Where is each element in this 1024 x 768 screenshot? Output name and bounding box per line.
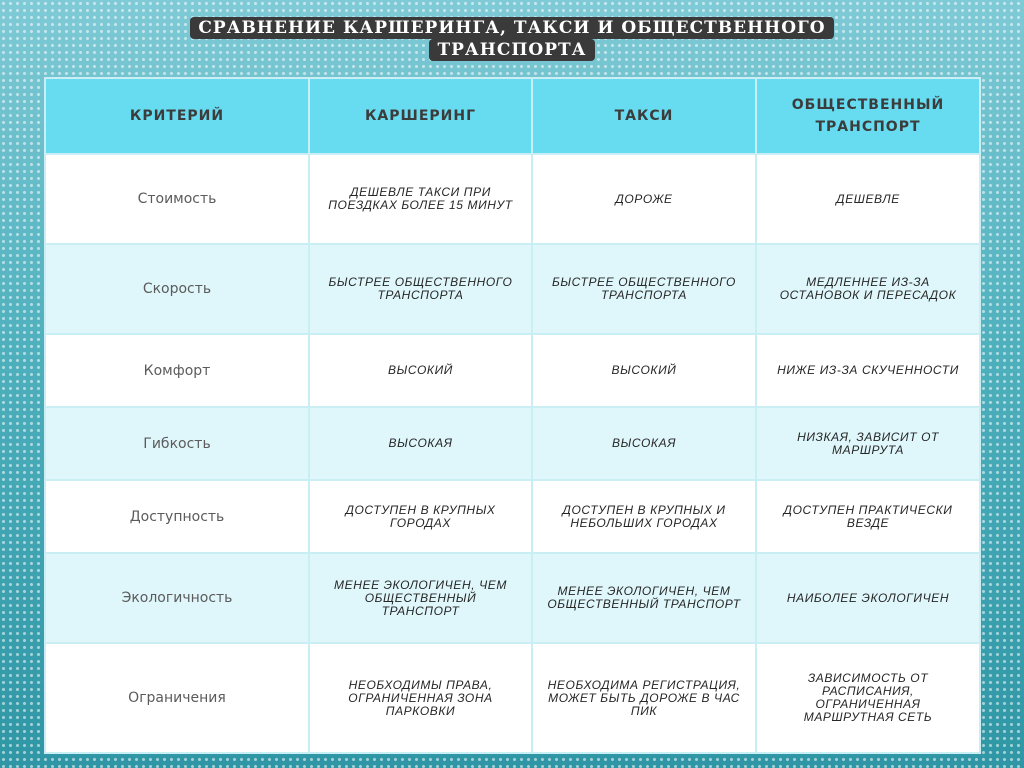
public-transport-cell: ЗАВИСИМОСТЬ ОТ РАСПИСАНИЯ, ОГРАНИЧЕННАЯ МАРШРУТНАЯ СЕТЬ	[756, 643, 980, 753]
header-public-transport: ОБЩЕСТВЕННЫЙ ТРАНСПОРТ	[756, 78, 980, 154]
table-row	[45, 154, 980, 244]
table-row	[45, 643, 980, 753]
header-criterion: КРИТЕРИЙ	[45, 78, 309, 154]
header-taxi: ТАКСИ	[532, 78, 756, 154]
page-title	[0, 17, 1024, 61]
criterion-cell: Гибкость	[45, 407, 309, 480]
page-title-line-1: СРАВНЕНИЕ КАРШЕРИНГА, ТАКСИ И ОБЩЕСТВЕННОГО	[190, 17, 833, 39]
page-title-line-2: ТРАНСПОРТА	[429, 39, 594, 61]
public-transport-cell: МЕДЛЕННЕЕ ИЗ-ЗА ОСТАНОВОК И ПЕРЕСАДОК	[756, 244, 980, 334]
header-carsharing: КАРШЕРИНГ	[309, 78, 532, 154]
table-header-row	[45, 78, 980, 154]
taxi-cell: ДОРОЖЕ	[532, 154, 756, 244]
criterion-cell: Ограничения	[45, 643, 309, 753]
criterion-cell: Стоимость	[45, 154, 309, 244]
public-transport-cell: ДЕШЕВЛЕ	[756, 154, 980, 244]
taxi-cell: ДОСТУПЕН В КРУПНЫХ И НЕБОЛЬШИХ ГОРОДАХ	[532, 480, 756, 553]
carsharing-cell: ДОСТУПЕН В КРУПНЫХ ГОРОДАХ	[309, 480, 532, 553]
criterion-cell: Комфорт	[45, 334, 309, 407]
carsharing-cell: ВЫСОКИЙ	[309, 334, 532, 407]
public-transport-cell: ДОСТУПЕН ПРАКТИЧЕСКИ ВЕЗДЕ	[756, 480, 980, 553]
table-row	[45, 407, 980, 480]
taxi-cell: ВЫСОКАЯ	[532, 407, 756, 480]
carsharing-cell: МЕНЕЕ ЭКОЛОГИЧЕН, ЧЕМ ОБЩЕСТВЕННЫЙ ТРАНСПОРТ	[309, 553, 532, 643]
criterion-cell: Скорость	[45, 244, 309, 334]
table-row	[45, 244, 980, 334]
taxi-cell: НЕОБХОДИМА РЕГИСТРАЦИЯ, МОЖЕТ БЫТЬ ДОРОЖЕ В ЧАС ПИК	[532, 643, 756, 753]
public-transport-cell: НИЗКАЯ, ЗАВИСИТ ОТ МАРШРУТА	[756, 407, 980, 480]
table-row	[45, 334, 980, 407]
criterion-cell: Доступность	[45, 480, 309, 553]
comparison-table	[44, 77, 981, 754]
carsharing-cell: ВЫСОКАЯ	[309, 407, 532, 480]
carsharing-cell: ДЕШЕВЛЕ ТАКСИ ПРИ ПОЕЗДКАХ БОЛЕЕ 15 МИНУТ	[309, 154, 532, 244]
table-row	[45, 553, 980, 643]
public-transport-cell: НАИБОЛЕЕ ЭКОЛОГИЧЕН	[756, 553, 980, 643]
carsharing-cell: НЕОБХОДИМЫ ПРАВА, ОГРАНИЧЕННАЯ ЗОНА ПАРКОВКИ	[309, 643, 532, 753]
carsharing-cell: БЫСТРЕЕ ОБЩЕСТВЕННОГО ТРАНСПОРТА	[309, 244, 532, 334]
table-row	[45, 480, 980, 553]
taxi-cell: МЕНЕЕ ЭКОЛОГИЧЕН, ЧЕМ ОБЩЕСТВЕННЫЙ ТРАНСПОРТ	[532, 553, 756, 643]
taxi-cell: БЫСТРЕЕ ОБЩЕСТВЕННОГО ТРАНСПОРТА	[532, 244, 756, 334]
taxi-cell: ВЫСОКИЙ	[532, 334, 756, 407]
public-transport-cell: НИЖЕ ИЗ-ЗА СКУЧЕННОСТИ	[756, 334, 980, 407]
criterion-cell: Экологичность	[45, 553, 309, 643]
